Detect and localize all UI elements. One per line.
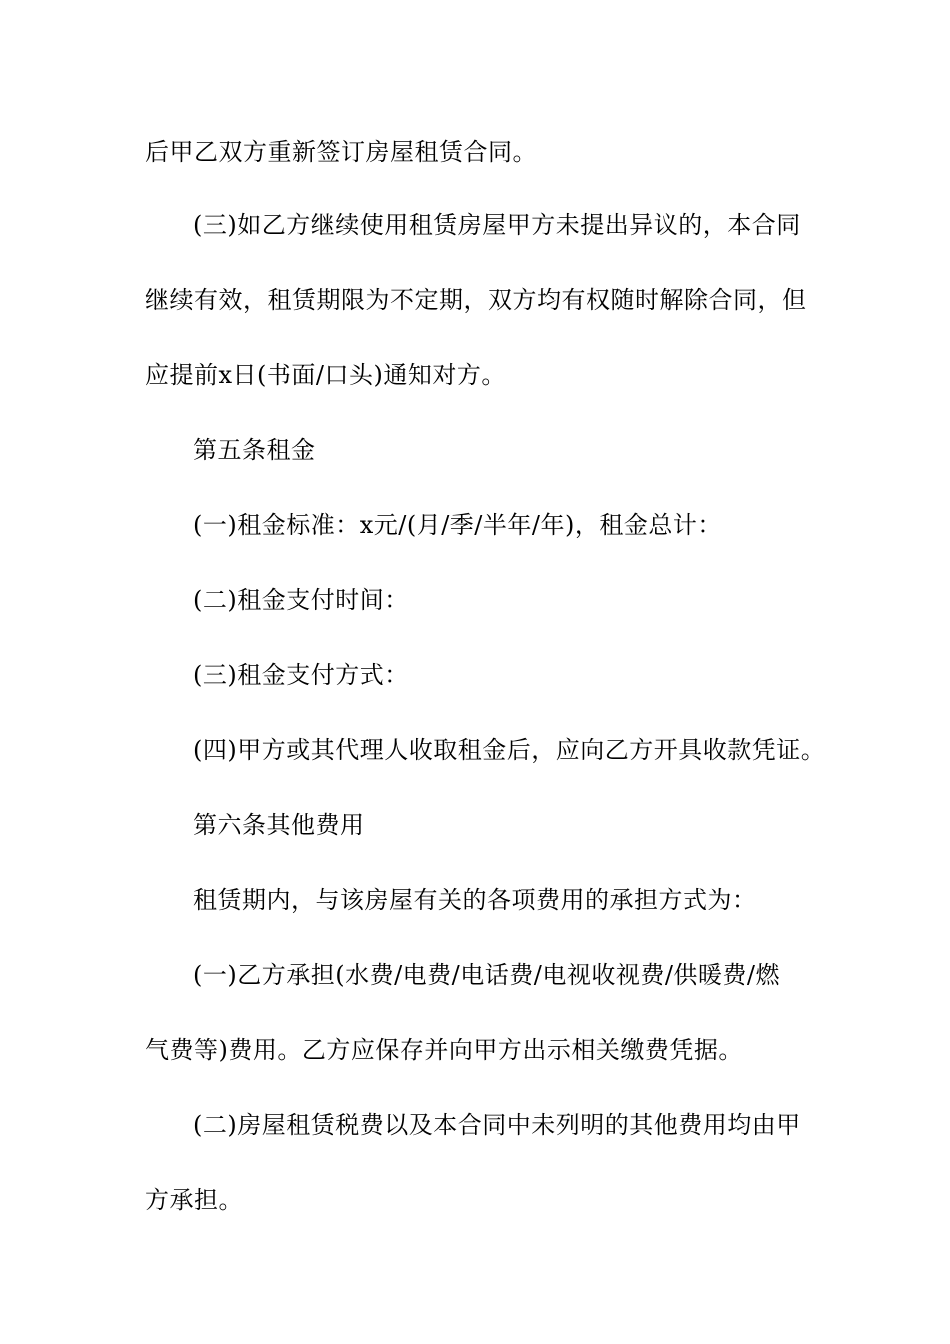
rent-receipt-line: (四)甲方或其代理人收取租金后，应向乙方开具收款凭证。 — [193, 736, 826, 764]
clause-3-paragraph-line-2: 继续有效，租赁期限为不定期，双方均有权随时解除合同，但 — [145, 286, 807, 314]
fees-item-2-line-2: 方承担。 — [145, 1186, 243, 1214]
fees-item-2-line-1: (二)房屋租赁税费以及本合同中未列明的其他费用均由甲 — [193, 1111, 801, 1139]
text-line-continuation: 后甲乙双方重新签订房屋租赁合同。 — [145, 138, 537, 166]
rent-payment-time-line: (二)租金支付时间： — [193, 586, 409, 614]
article-5-heading: 第五条租金 — [193, 436, 316, 464]
clause-3-paragraph-line-3: 应提前x日(书面/口头)通知对方。 — [145, 361, 506, 389]
fees-intro-line: 租赁期内，与该房屋有关的各项费用的承担方式为： — [193, 886, 757, 914]
rent-payment-method-line: (三)租金支付方式： — [193, 661, 409, 689]
fees-item-1-line-2: 气费等)费用。乙方应保存并向甲方出示相关缴费凭据。 — [145, 1036, 743, 1064]
article-6-heading: 第六条其他费用 — [193, 811, 365, 839]
clause-3-paragraph-line-1: (三)如乙方继续使用租赁房屋甲方未提出异议的，本合同 — [193, 211, 801, 239]
rent-standard-line: (一)租金标准：x元/(月/季/半年/年)，租金总计： — [193, 511, 722, 539]
fees-item-1-line-1: (一)乙方承担(水费/电费/电话费/电视收视费/供暖费/燃 — [193, 961, 781, 989]
